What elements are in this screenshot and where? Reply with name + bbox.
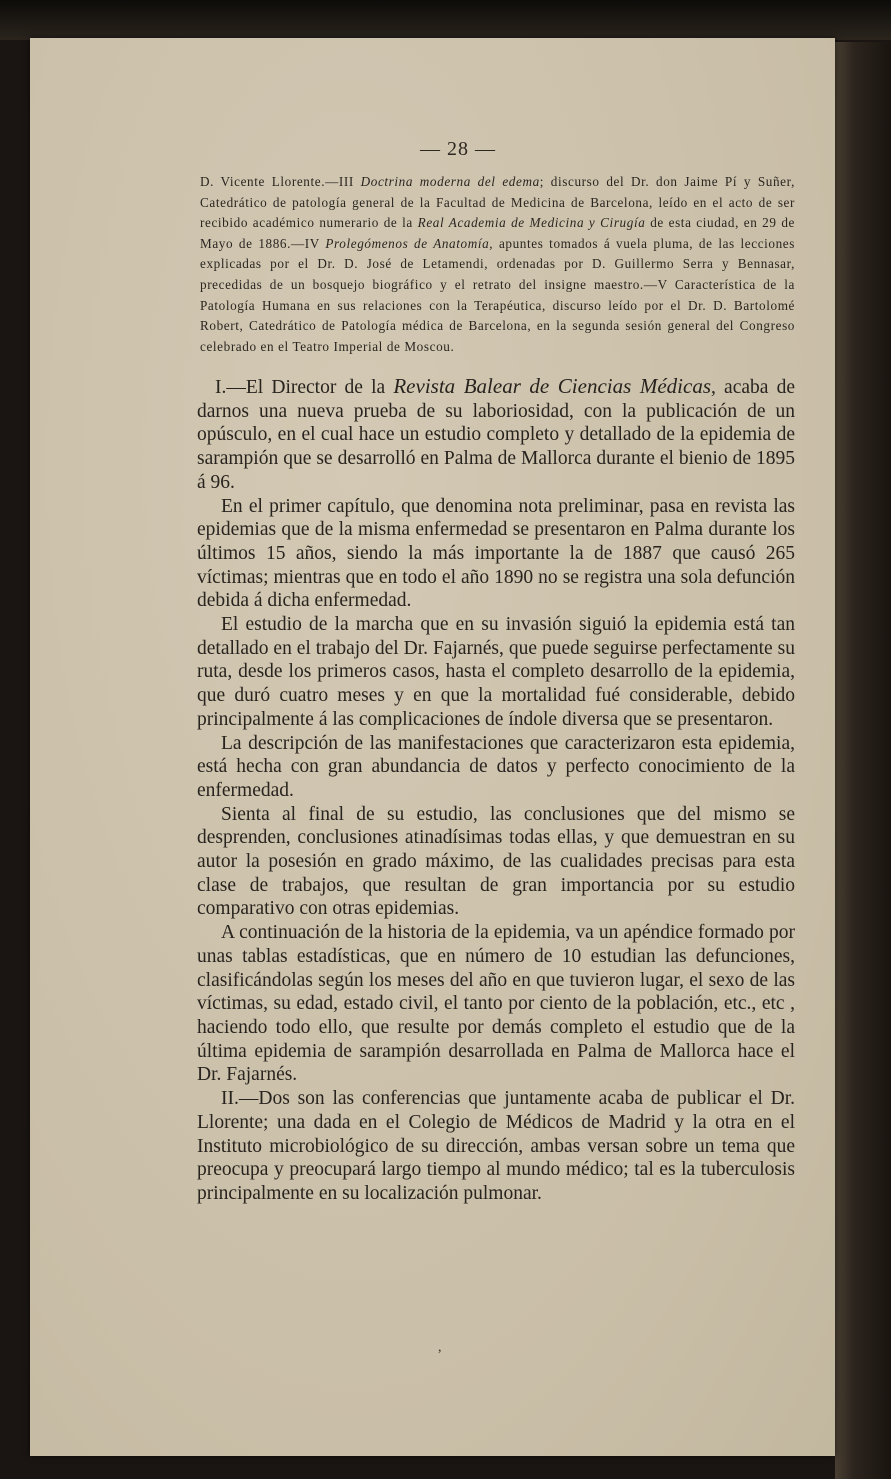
paragraph: En el primer capítulo, que denomina nota preliminar, pasa en revista las epidemias que de la misma enfermedad se presentaron en Palma durante los últimos 15 años, siendo la más importante la de 1887 que causó 265 víctimas; mientras que en todo el año 1890 no se registra una sola defunción debida á dicha enfermedad.: [197, 495, 795, 612]
page-number: — 28 —: [420, 138, 496, 160]
paragraph-text: , acaba de darnos una nueva prueba de su laboriosidad, con la publicación de un opúsculo, en el cual hace un estudio completo y detallado de la epidemia de sarampión que se desarrolló en Palma de Mallorca durante el bienio de 1895 á 96.: [197, 377, 796, 493]
bib-text: de esta ciudad, en 29 de Mayo de 1886.—IV: [200, 215, 795, 251]
bib-title: Real Academia de Medicina y Cirugía: [417, 215, 646, 231]
bibliography-paragraph: [200, 172, 795, 357]
paragraph: A continuación de la historia de la epidemia, va un apéndice formado por unas tablas estadísticas, que en número de 10 estudian las defunciones, clasificándolas según los meses del año en que tuvieron lugar, el sexo de las víctimas, su edad, estado civil, el tanto por ciento de la población, etc., etc , haciendo todo ello, que resulte por demás completo el estudio que de la última epidemia de sarampión desarrollada en Palma de Mallorca hace el Dr. Fajarnés.: [197, 922, 795, 1086]
journal-title: Revista Balear de Ciencias Médicas: [393, 374, 711, 398]
bib-text: ; discurso del Dr. don Jaime Pí y Suñer, Catedrático de patología general de la Facultad de Medicina de Barcelona, leído en el acto de ser recibido académico numerario de la: [200, 174, 795, 231]
bib-title: Doctrina moderna del edema: [360, 174, 540, 189]
bib-text: , apuntes tomados á vuela pluma, de las lecciones explicadas por el Dr. D. José de Letamendi, ordenadas por D. Guillermo Serra y Bennasar, precedidas de un bosquejo biográfico y el retrato del insigne maestro.—V Característica de la Patología Humana en sus relaciones con la Terapéutica, discurso leído por el Dr. D. Bartolomé Robert, Catedrático de Patología médica de Barcelona, en la segunda sesión general del Congreso celebrado en el Teatro Imperial de Moscou.: [200, 235, 795, 354]
bib-text: D. Vicente Llorente.—III: [200, 174, 361, 189]
body-text: [197, 375, 795, 1206]
paragraph: La descripción de las manifestaciones que caracterizaron esta epidemia, está hecha con gran abundancia de datos y perfecto conocimiento de la enfermedad.: [197, 732, 795, 801]
binding-edge: [0, 0, 891, 40]
paragraph: II.—Dos son las conferencias que juntamente acaba de publicar el Dr. Llorente; una dada en el Colegio de Médicos de Madrid y la otra en el Instituto microbiológico de su dirección, ambas versan sobre un tema que preocupa y preocupará largo tiempo al mundo médico; tal es la tuberculosis principalmente en su localización pulmonar.: [197, 1088, 795, 1204]
paragraph-text: I.—El Director de la: [215, 377, 394, 398]
page-edge-shadow: [835, 42, 891, 1479]
bibliography-note: [200, 172, 795, 357]
paragraph: [197, 375, 795, 495]
paragraph: Sienta al final de su estudio, las conclusiones que del mismo se desprenden, conclusiones atinadísimas todas ellas, y que demuestran en su autor la posesión en grado máximo, de las cualidades precisas para esta clase de trabajos, que resultan de gran importancia por su estudio comparativo con otras epidemias.: [197, 803, 795, 920]
bib-title: Prolegómenos de Anatomía: [325, 235, 490, 251]
ink-speck: ,: [438, 1340, 442, 1355]
paragraph: El estudio de la marcha que en su invasión siguió la epidemia está tan detallado en el trabajo del Dr. Fajarnés, que puede seguirse perfectamente su ruta, desde los primeros casos, hasta el completo desarrollo de la epidemia, que duró cuatro meses y en que la mortalidad fué considerable, debido principalmente á las complicaciones de índole diversa que se presentaron.: [197, 614, 795, 730]
